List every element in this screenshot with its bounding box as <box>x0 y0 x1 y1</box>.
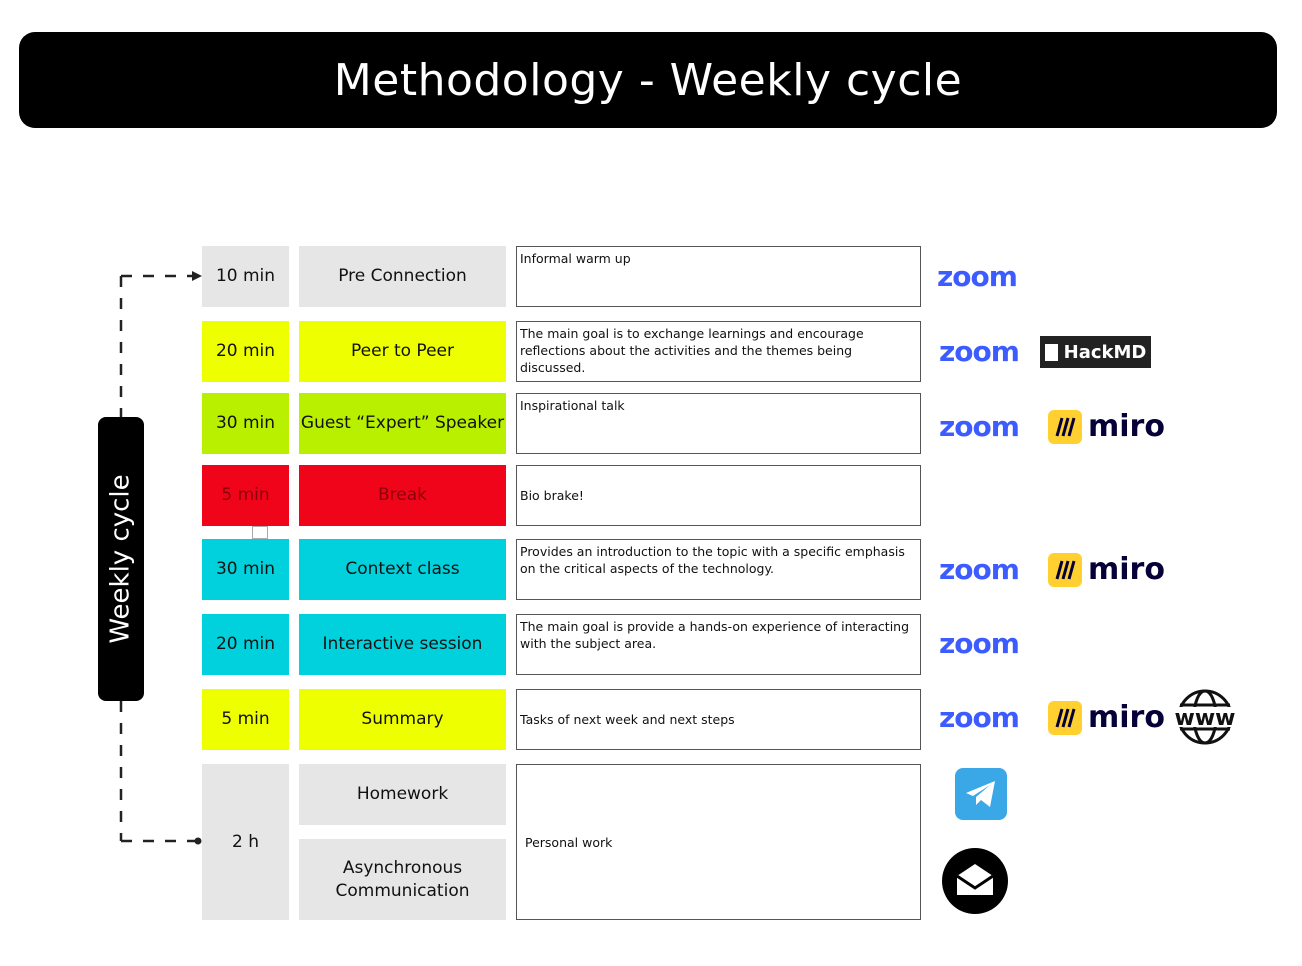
miro-logo: miro <box>1048 410 1165 444</box>
activity-cell: Peer to Peer <box>299 321 506 382</box>
duration-cell: 20 min <box>202 321 289 382</box>
activity-cell: Summary <box>299 689 506 750</box>
miro-icon <box>1048 410 1082 444</box>
miro-icon <box>1048 701 1082 735</box>
duration-cell: 5 min <box>202 689 289 750</box>
description-cell: Inspirational talk <box>516 393 921 454</box>
description-cell: The main goal is to exchange learnings and encourage reflections about the activities and the themes being discussed. <box>516 321 921 382</box>
activity-cell: Pre Connection <box>299 246 506 307</box>
globe-www-icon <box>1172 688 1238 746</box>
activity-cell: Context class <box>299 539 506 600</box>
activity-cell: Interactive session <box>299 614 506 675</box>
duration-cell: 20 min <box>202 614 289 675</box>
miro-logo: miro <box>1048 553 1165 587</box>
activity-cell: Break <box>299 465 506 526</box>
description-cell: Bio brake! <box>516 465 921 526</box>
comment-icon[interactable] <box>252 526 268 539</box>
miro-logo: miro <box>1048 701 1165 735</box>
email-icon <box>942 848 1008 914</box>
www-text: www <box>1174 706 1236 731</box>
zoom-logo: zoom <box>939 335 1019 368</box>
zoom-logo: zoom <box>939 553 1019 586</box>
telegram-icon <box>955 768 1007 820</box>
zoom-logo: zoom <box>939 627 1019 660</box>
activity-cell: Guest “Expert” Speaker <box>299 393 506 454</box>
activity-cell: Homework <box>299 764 506 825</box>
duration-cell: 30 min <box>202 393 289 454</box>
page-title: Methodology - Weekly cycle <box>333 54 963 106</box>
zoom-logo: zoom <box>939 701 1019 734</box>
zoom-logo: zoom <box>937 260 1017 293</box>
miro-icon <box>1048 553 1082 587</box>
hackmd-logo: HackMD <box>1040 336 1151 368</box>
zoom-logo: zoom <box>939 410 1019 443</box>
description-cell: Personal work <box>516 764 921 920</box>
description-cell: Informal warm up <box>516 246 921 307</box>
weekly-cycle-label: Weekly cycle <box>98 417 144 701</box>
duration-cell: 5 min <box>202 465 289 526</box>
activity-cell: Asynchronous Communication <box>299 839 506 920</box>
duration-cell: 10 min <box>202 246 289 307</box>
duration-cell: 2 h <box>202 764 289 920</box>
description-cell: Provides an introduction to the topic with a specific emphasis on the critical aspects of the technology. <box>516 539 921 600</box>
description-cell: Tasks of next week and next steps <box>516 689 921 750</box>
description-cell: The main goal is provide a hands-on experience of interacting with the subject area. <box>516 614 921 675</box>
duration-cell: 30 min <box>202 539 289 600</box>
document-icon <box>1045 344 1058 361</box>
